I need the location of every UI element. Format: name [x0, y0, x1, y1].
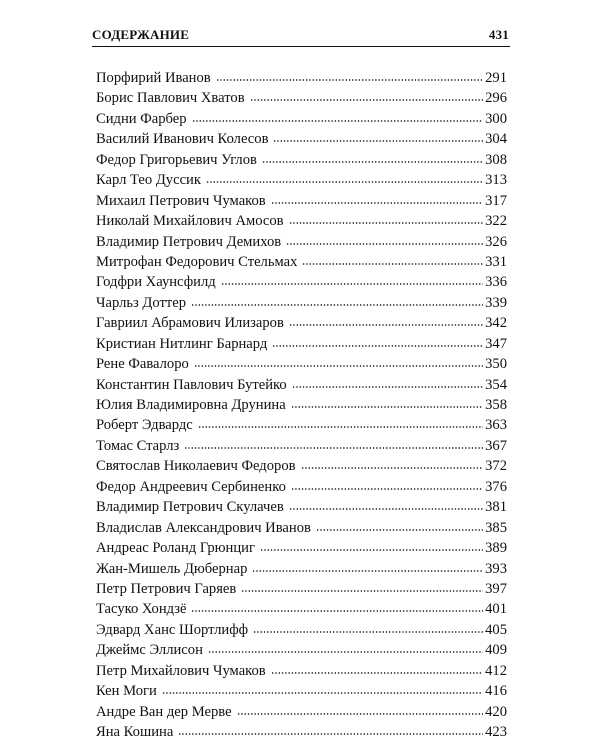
toc-entry-name: Годфри Хаунсфилд	[96, 274, 216, 291]
toc-entry-name: Кен Моги	[96, 683, 157, 700]
toc-entry-page-number: 381	[485, 499, 507, 516]
toc-entry-name: Владимир Петрович Скулачев	[96, 499, 284, 516]
toc-entry	[96, 272, 507, 292]
dot-leader	[250, 98, 484, 102]
dot-leader	[184, 446, 483, 450]
toc-entry-name: Михаил Петрович Чумаков	[96, 192, 266, 209]
header-rule	[92, 46, 510, 47]
toc-entry-page-number: 412	[485, 662, 507, 679]
toc-entry-page-number: 385	[485, 519, 507, 536]
dot-leader	[271, 671, 483, 675]
dot-leader	[178, 732, 483, 736]
toc-entry-name: Василий Иванович Колесов	[96, 131, 269, 148]
toc-entry-page-number: 342	[485, 315, 507, 332]
dot-leader	[260, 548, 483, 552]
dot-leader	[291, 487, 483, 491]
toc-entry	[96, 252, 507, 272]
toc-entry	[96, 191, 507, 211]
toc-entry	[96, 354, 507, 374]
toc-entry	[96, 681, 507, 701]
toc-entry-page-number: 291	[485, 70, 507, 86]
dot-leader	[192, 119, 484, 123]
toc-entry-name: Рене Фавалоро	[96, 356, 189, 373]
dot-leader	[316, 528, 483, 532]
toc-entry-page-number: 420	[485, 703, 507, 720]
toc-entry-page-number: 339	[485, 294, 507, 311]
dot-leader	[289, 507, 483, 511]
dot-leader	[191, 609, 483, 613]
toc-entry-name: Николай Михайлович Амосов	[96, 213, 284, 230]
toc-entry-page-number: 326	[485, 233, 507, 250]
toc-entry-page-number: 363	[485, 417, 507, 434]
toc-entry-name: Петр Петрович Гаряев	[96, 580, 237, 597]
toc-entry-name: Тасуко Хондзё	[96, 601, 187, 618]
dot-leader	[208, 650, 483, 654]
toc-entry-page-number: 372	[485, 458, 507, 475]
toc-entry	[96, 415, 507, 435]
dot-leader	[271, 201, 483, 205]
toc-entry-name: Святослав Николаевич Федоров	[96, 458, 296, 475]
toc-entry	[96, 620, 507, 640]
toc-entry-name: Чарльз Доттер	[96, 294, 187, 311]
toc-entry	[96, 477, 507, 497]
dot-leader	[289, 221, 484, 225]
toc-entry	[96, 375, 507, 395]
toc-entry	[96, 313, 507, 333]
toc-entry-name: Федор Андреевич Сербиненко	[96, 478, 286, 495]
toc-entry	[96, 211, 507, 231]
header-page-number: 431	[488, 27, 509, 42]
toc-entry-page-number: 358	[485, 397, 507, 413]
dot-leader	[301, 466, 484, 470]
toc-entry	[96, 456, 507, 476]
dot-leader	[289, 323, 483, 327]
toc-entry-page-number: 405	[485, 621, 507, 638]
toc-entry	[96, 293, 507, 313]
toc-entry	[96, 170, 507, 190]
toc-entry-page-number: 401	[485, 601, 507, 618]
toc-entry-name: Томас Старлз	[96, 437, 180, 454]
toc-entry-name: Сидни Фарбер	[96, 110, 187, 127]
dot-leader	[302, 262, 483, 266]
toc-entry-name: Андреас Роланд Грюнциг	[96, 540, 255, 557]
dot-leader	[252, 569, 483, 573]
toc-entry-page-number: 296	[485, 90, 507, 107]
toc-entry-name: Владимир Петрович Демихов	[96, 233, 282, 250]
dot-leader	[194, 364, 483, 368]
header-title: СОДЕРЖАНИЕ	[92, 27, 190, 42]
toc-entry-page-number: 409	[485, 642, 507, 659]
toc-entry-name: Эдвард Ханс Шортлифф	[96, 621, 249, 638]
toc-entry	[96, 232, 507, 252]
toc-entry-page-number: 367	[485, 437, 507, 454]
toc-entry	[96, 334, 507, 354]
toc-entry-name: Кристиан Нитлинг Барнард	[96, 335, 268, 352]
toc-entry-page-number: 350	[485, 356, 507, 373]
dot-leader	[162, 691, 483, 695]
toc-entry	[96, 640, 507, 660]
dot-leader	[206, 180, 483, 184]
toc-entry	[96, 661, 507, 681]
table-of-contents	[96, 68, 507, 742]
toc-entry-name: Джеймс Эллисон	[96, 642, 203, 659]
toc-entry	[96, 722, 507, 742]
toc-entry-page-number: 322	[485, 213, 507, 230]
toc-entry-page-number: 397	[485, 580, 507, 597]
dot-leader	[221, 282, 483, 286]
toc-entry	[96, 109, 507, 129]
toc-entry	[96, 68, 507, 88]
toc-entry-name: Митрофан Федорович Стельмах	[96, 253, 298, 270]
toc-entry-name: Роберт Эдвардс	[96, 417, 193, 434]
dot-leader	[191, 303, 483, 307]
toc-entry	[96, 538, 507, 558]
toc-entry-page-number: 389	[485, 540, 507, 557]
toc-entry	[96, 150, 507, 170]
dot-leader	[216, 78, 483, 82]
toc-entry-name: Константин Павлович Бутейко	[96, 376, 287, 393]
toc-entry-page-number: 308	[485, 151, 507, 168]
dot-leader	[291, 405, 483, 409]
toc-entry	[96, 559, 507, 579]
dot-leader	[253, 630, 483, 634]
toc-entry	[96, 599, 507, 619]
dot-leader	[198, 425, 483, 429]
toc-entry-page-number: 336	[485, 274, 507, 291]
toc-entry-page-number: 376	[485, 478, 507, 495]
toc-entry	[96, 395, 507, 415]
toc-entry-name: Жан-Мишель Дюбернар	[96, 560, 248, 577]
toc-entry-name: Яна Кошина	[96, 724, 174, 740]
toc-entry-page-number: 416	[485, 683, 507, 700]
toc-entry	[96, 579, 507, 599]
toc-entry	[96, 436, 507, 456]
toc-entry	[96, 88, 507, 108]
dot-leader	[273, 139, 483, 143]
toc-entry-name: Петр Михайлович Чумаков	[96, 662, 266, 679]
dot-leader	[237, 712, 484, 716]
dot-leader	[272, 344, 483, 348]
toc-entry-page-number: 304	[485, 131, 507, 148]
dot-leader	[241, 589, 483, 593]
toc-entry-name: Карл Тео Дуссик	[96, 172, 201, 189]
toc-entry-page-number: 347	[485, 335, 507, 352]
toc-entry-page-number: 423	[485, 724, 507, 740]
toc-entry-name: Гавриил Абрамович Илизаров	[96, 315, 284, 332]
dot-leader	[292, 385, 483, 389]
toc-entry	[96, 702, 507, 722]
toc-entry	[96, 518, 507, 538]
toc-entry-name: Юлия Владимировна Друнина	[96, 397, 286, 413]
toc-entry-name: Федор Григорьевич Углов	[96, 151, 257, 168]
toc-entry-name: Борис Павлович Хватов	[96, 90, 245, 107]
dot-leader	[286, 242, 483, 246]
toc-entry	[96, 497, 507, 517]
toc-entry-page-number: 313	[485, 172, 507, 189]
toc-entry-page-number: 393	[485, 560, 507, 577]
toc-entry-page-number: 300	[485, 110, 507, 127]
toc-entry-name: Порфирий Иванов	[96, 70, 211, 86]
toc-entry-page-number: 331	[485, 253, 507, 270]
toc-entry-name: Владислав Александрович Иванов	[96, 519, 311, 536]
dot-leader	[262, 160, 483, 164]
running-header	[92, 27, 509, 45]
toc-entry-page-number: 317	[485, 192, 507, 209]
toc-entry-name: Андре Ван дер Мерве	[96, 703, 232, 720]
toc-entry-page-number: 354	[485, 376, 507, 393]
toc-entry	[96, 129, 507, 149]
